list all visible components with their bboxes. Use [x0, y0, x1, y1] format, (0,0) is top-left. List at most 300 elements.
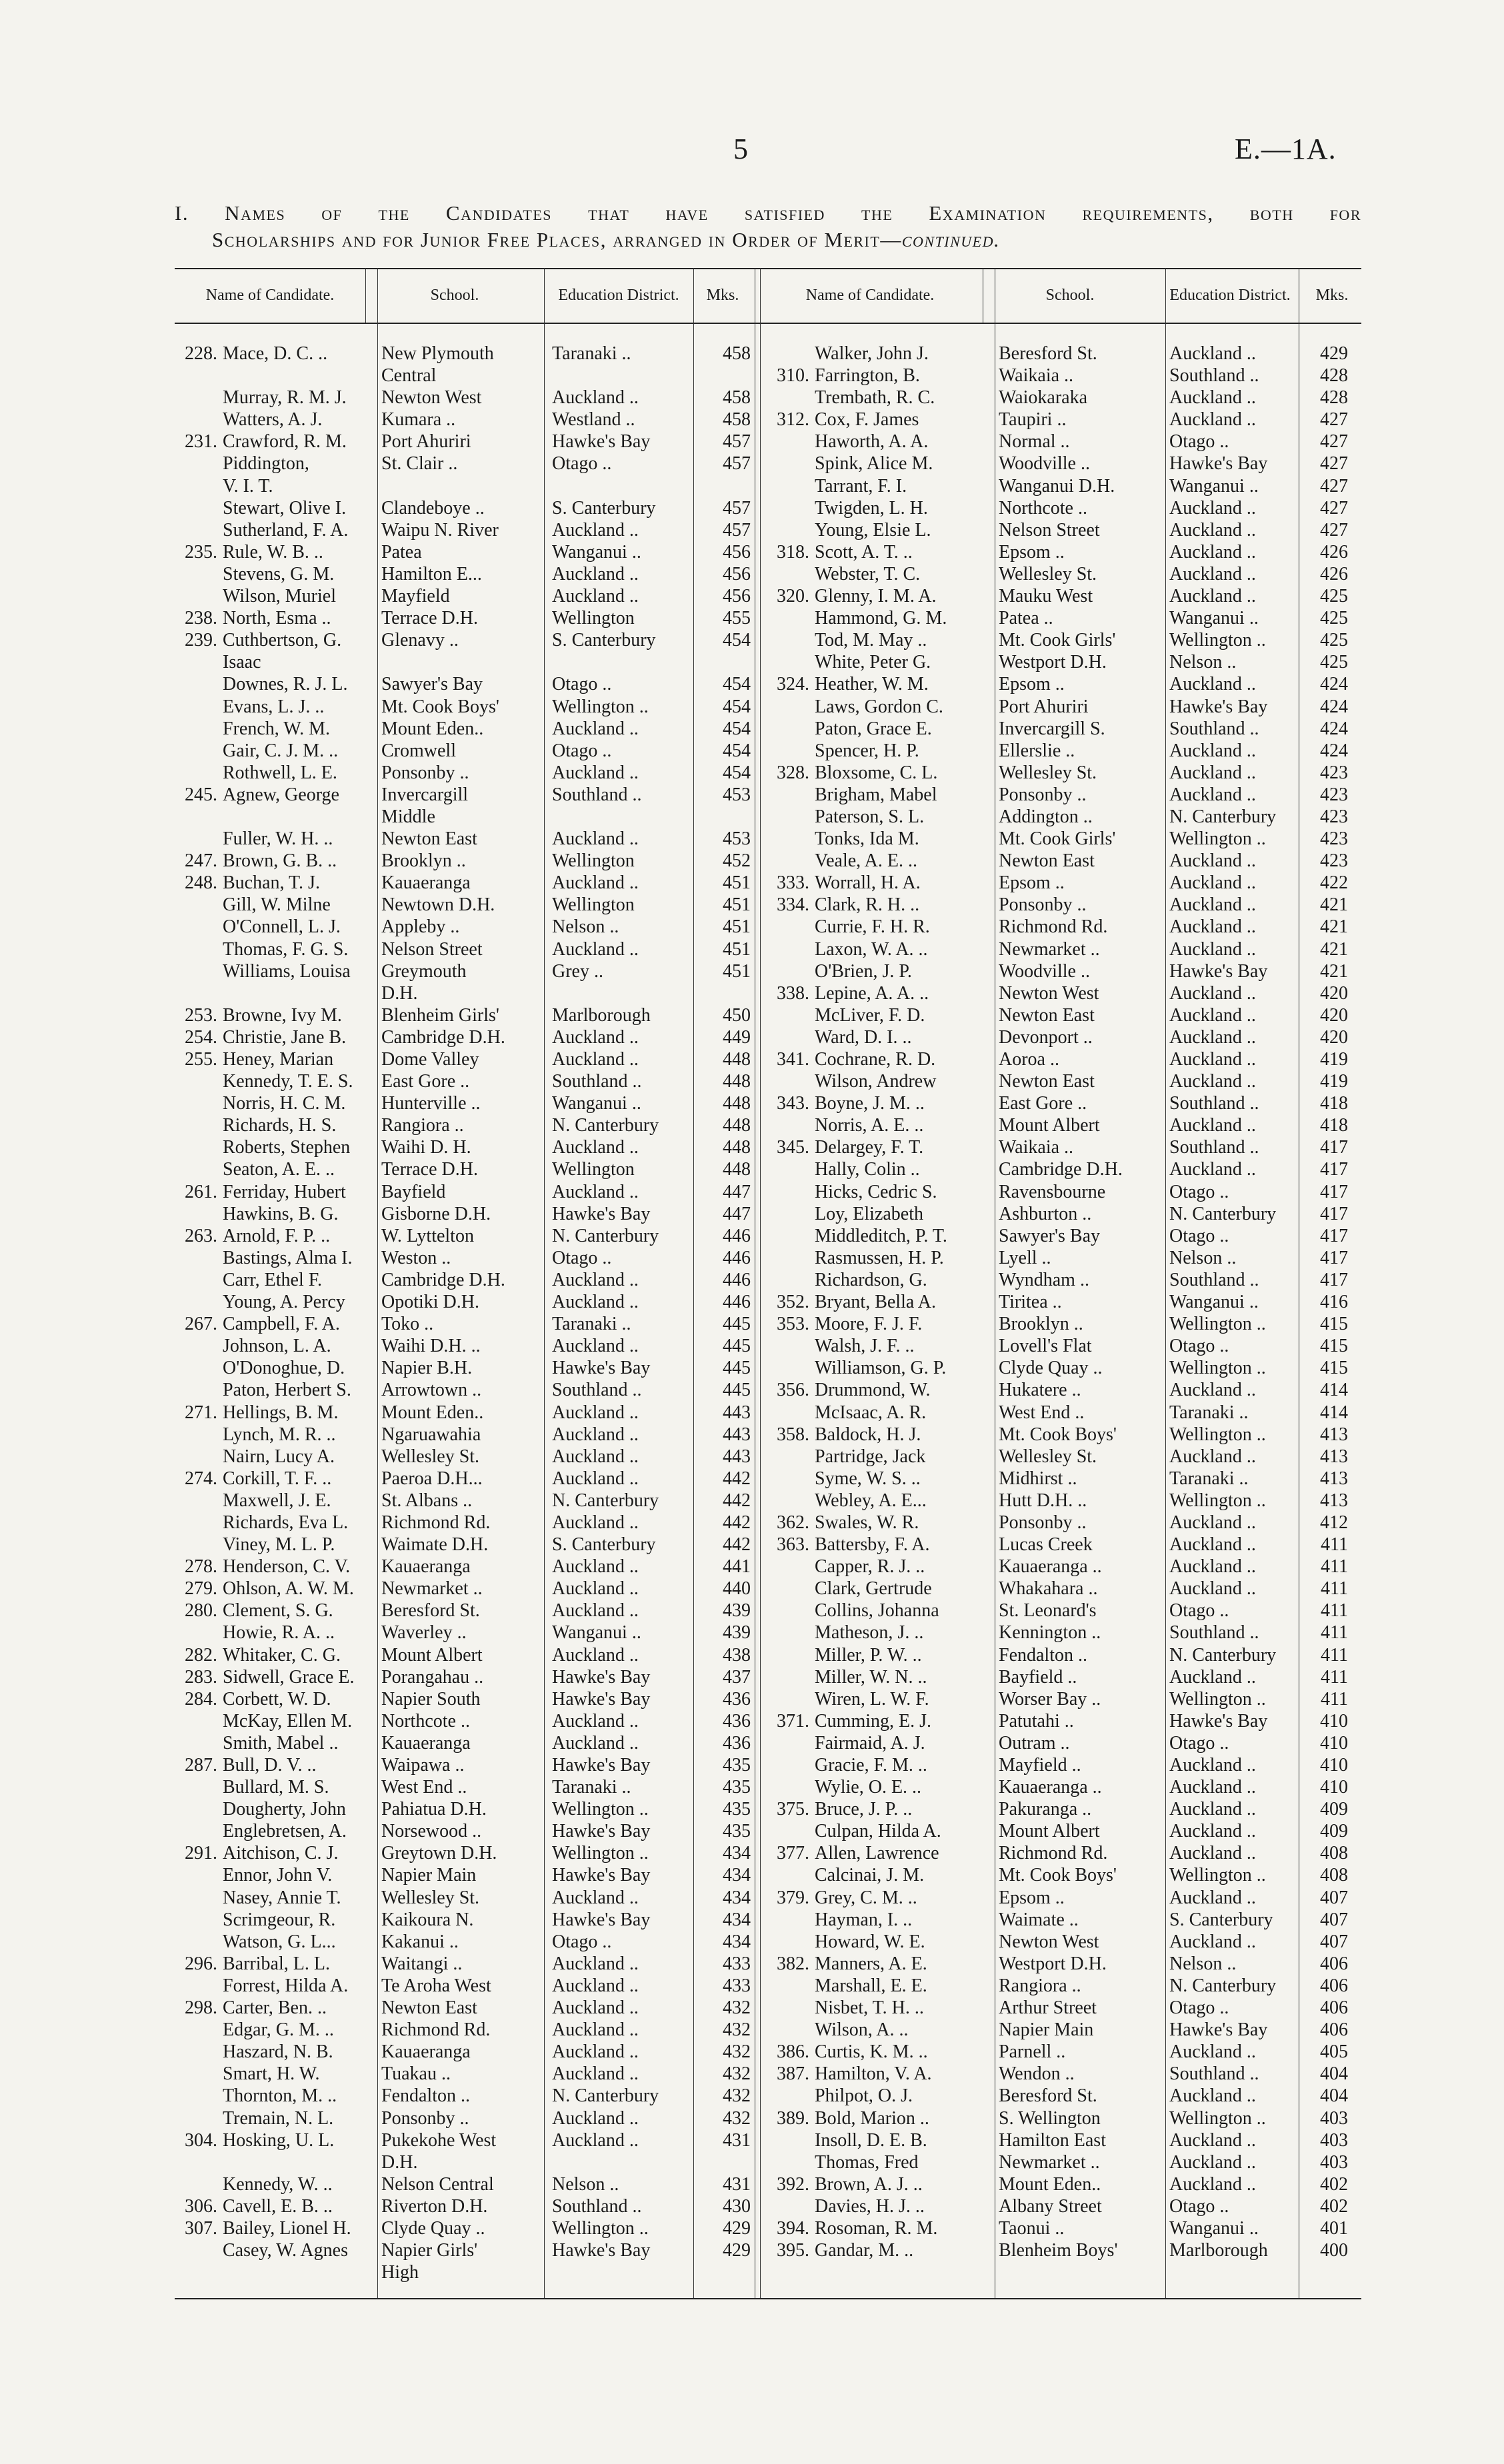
school-name: Beresford St.	[999, 2085, 1097, 2107]
school-name: Ravensbourne	[999, 1181, 1106, 1202]
school-name: Clyde Quay ..	[381, 2217, 485, 2239]
table-row	[773, 1975, 1361, 1997]
education-district: Auckland ..	[552, 387, 639, 409]
candidate-name: Carter, Ben. ..	[223, 1997, 327, 2019]
education-district: Nelson ..	[1169, 652, 1237, 673]
merit-number: 328.	[777, 762, 809, 783]
candidate-name: Webster, T. C.	[815, 563, 921, 585]
marks: 432	[723, 2019, 751, 2041]
table-row	[175, 409, 768, 431]
school-name: Epsom ..	[999, 1887, 1065, 1908]
merit-number: 245.	[185, 784, 217, 805]
candidate-name: Battersby, F. A.	[815, 1534, 930, 1556]
merit-number: 304.	[185, 2129, 217, 2151]
marks: 435	[723, 1777, 751, 1798]
school-name: Wellesley St.	[381, 1446, 480, 1467]
candidate-name: Stewart, Olive I.	[223, 497, 347, 519]
table-row	[175, 1402, 768, 1424]
education-district: Auckland ..	[1169, 2085, 1256, 2107]
school-name: Mt. Cook Boys'	[999, 1865, 1117, 1886]
candidate-name: Haszard, N. B.	[223, 2041, 333, 2063]
table-row	[175, 1136, 768, 1158]
education-district: Wellington ..	[1169, 1865, 1266, 1886]
candidate-name: Delargey, F. T.	[815, 1137, 924, 1158]
merit-number: 254.	[185, 1026, 217, 1048]
school-name: Middle	[381, 806, 435, 827]
candidate-name: Stevens, G. M.	[223, 563, 335, 585]
marks: 407	[1320, 1909, 1348, 1930]
school-name: Wellesley St.	[999, 1446, 1097, 1467]
table-row	[175, 938, 768, 960]
marks: 427	[1320, 431, 1348, 453]
marks: 442	[723, 1468, 751, 1489]
education-district: Auckland ..	[552, 1468, 639, 1489]
table-row	[175, 365, 768, 387]
marks: 446	[723, 1269, 751, 1290]
marks: 432	[723, 2107, 751, 2129]
school-name: Blenheim Boys'	[999, 2240, 1118, 2261]
marks: 431	[723, 2129, 751, 2151]
table-row	[773, 1887, 1361, 1909]
school-name: Cromwell	[381, 740, 456, 761]
school-name: Rangiora ..	[999, 1975, 1081, 1996]
education-district: Wellington	[552, 850, 635, 872]
education-district: Taranaki ..	[552, 343, 631, 364]
education-district: Auckland ..	[1169, 387, 1256, 409]
education-district: Auckland ..	[1169, 1821, 1256, 1842]
candidate-name: Tremain, N. L.	[223, 2107, 334, 2129]
candidate-name: Walsh, J. F. ..	[815, 1336, 915, 1357]
header-marks-right: Mks.	[1315, 287, 1349, 304]
table-row	[773, 1004, 1361, 1026]
education-district: Otago ..	[1169, 1336, 1229, 1357]
merit-number: 280.	[185, 1600, 217, 1622]
merit-number: 239.	[185, 630, 217, 651]
school-name: Invercargill	[381, 784, 469, 805]
marks: 433	[723, 1975, 751, 1996]
table-row	[175, 1666, 768, 1688]
education-district: Southland ..	[1169, 718, 1259, 739]
school-name: Epsom ..	[999, 541, 1065, 563]
school-name: Taupiri ..	[999, 409, 1067, 431]
marks: 432	[723, 2085, 751, 2107]
table-row	[773, 585, 1361, 607]
education-district: Hawke's Bay	[1169, 696, 1268, 717]
table-row	[773, 1490, 1361, 1512]
candidate-name: Worrall, H. A.	[815, 872, 921, 894]
education-district: Auckland ..	[552, 2107, 639, 2129]
education-district: Otago ..	[1169, 1997, 1229, 2019]
school-name: Kumara ..	[381, 409, 456, 431]
candidate-name: North, Esma ..	[223, 608, 331, 629]
school-name: Midhirst ..	[999, 1468, 1077, 1489]
table-row	[773, 1909, 1361, 1931]
school-name: D.H.	[381, 982, 418, 1004]
school-name: Clandeboye ..	[381, 497, 485, 519]
marks: 417	[1320, 1181, 1348, 1202]
school-name: Napier Girls'	[381, 2240, 478, 2261]
school-name: Wanganui D.H.	[999, 475, 1115, 497]
school-name: Appleby ..	[381, 916, 460, 938]
school-name: Clyde Quay ..	[999, 1358, 1103, 1379]
table-row	[175, 806, 768, 828]
school-name: Mount Albert	[999, 1115, 1100, 1136]
candidate-name: McLiver, F. D.	[815, 1004, 925, 1026]
school-name: Napier B.H.	[381, 1358, 473, 1379]
merit-number: 387.	[777, 2063, 809, 2085]
candidate-name: Hawkins, B. G.	[223, 1203, 339, 1224]
school-name: Wellesley St.	[999, 563, 1097, 585]
school-name: Richmond Rd.	[999, 1843, 1108, 1864]
marks: 411	[1321, 1578, 1348, 1600]
education-district: Wanganui ..	[1169, 608, 1259, 629]
marks: 407	[1320, 1887, 1348, 1908]
marks: 421	[1320, 916, 1348, 938]
education-district: Auckland ..	[552, 519, 639, 541]
school-name: Sawyer's Bay	[999, 1225, 1101, 1246]
candidate-name: Haworth, A. A.	[815, 431, 929, 453]
candidate-name: Maxwell, J. E.	[223, 1490, 331, 1511]
table-row	[773, 1402, 1361, 1424]
candidate-name: Syme, W. S. ..	[815, 1468, 921, 1489]
education-district: Auckland ..	[1169, 1843, 1256, 1864]
education-district: Auckland ..	[552, 1556, 639, 1578]
candidate-name: Currie, F. H. R.	[815, 916, 930, 938]
candidate-name: Forrest, Hilda A.	[223, 1975, 349, 1996]
marks: 454	[723, 630, 751, 651]
table-row	[175, 2217, 768, 2239]
marks: 451	[723, 960, 751, 982]
table-row	[175, 2261, 768, 2283]
candidate-name: Ohlson, A. W. M.	[223, 1578, 354, 1600]
merit-number: 263.	[185, 1225, 217, 1246]
marks: 442	[723, 1490, 751, 1511]
marks: 414	[1320, 1380, 1348, 1401]
education-district: Hawke's Bay	[552, 1821, 651, 1842]
marks: 417	[1320, 1225, 1348, 1246]
merit-number: 247.	[185, 850, 217, 872]
merit-number: 271.	[185, 1402, 217, 1423]
marks: 411	[1321, 1688, 1348, 1710]
education-district: Wellington ..	[1169, 1688, 1266, 1710]
school-name: Mayfield	[381, 586, 450, 607]
school-name: Lyell ..	[999, 1247, 1051, 1268]
education-district: Auckland ..	[1169, 1666, 1256, 1688]
education-district: Otago ..	[1169, 431, 1229, 453]
education-district: Auckland ..	[1169, 1026, 1256, 1048]
marks: 457	[723, 519, 751, 541]
table-row	[175, 1114, 768, 1136]
table-heading	[175, 200, 1361, 253]
header-name-right: Name of Candidate.	[805, 287, 935, 304]
merit-number: 248.	[185, 872, 217, 894]
school-name: Richmond Rd.	[381, 2019, 491, 2041]
education-district: Auckland ..	[552, 828, 639, 850]
candidate-name: Bastings, Alma I.	[223, 1247, 353, 1268]
table-row	[773, 629, 1361, 651]
table-row	[773, 1335, 1361, 1357]
table-row	[773, 1026, 1361, 1048]
education-district: Auckland ..	[1169, 872, 1256, 894]
heading-line-1: I. Names of the Candidates that have satisfied the Examination requirements, both for	[175, 201, 1361, 225]
candidate-name: Gair, C. J. M. ..	[223, 740, 339, 761]
marks: 433	[723, 1953, 751, 1974]
education-district: Westland ..	[552, 409, 635, 431]
candidate-name: Farrington, B.	[815, 365, 920, 387]
candidate-name: Scrimgeour, R.	[223, 1909, 336, 1930]
school-name: Dome Valley	[381, 1049, 479, 1070]
candidate-name: Insoll, D. E. B.	[815, 2129, 927, 2151]
merit-number: 267.	[185, 1314, 217, 1335]
marks: 445	[723, 1314, 751, 1335]
school-name: Normal ..	[999, 431, 1070, 453]
candidate-name: McIsaac, A. R.	[815, 1402, 927, 1423]
candidate-name: Hammond, G. M.	[815, 608, 947, 629]
school-name: East Gore ..	[381, 1071, 470, 1092]
school-name: Porangahau ..	[381, 1666, 484, 1688]
table-row	[773, 894, 1361, 916]
school-name: Hukatere ..	[999, 1380, 1081, 1401]
header-marks-left: Mks.	[706, 287, 739, 304]
table-row	[175, 1070, 768, 1092]
school-name: Wellesley St.	[381, 1887, 480, 1908]
table-row	[175, 1997, 768, 2019]
candidate-name: Bull, D. V. ..	[223, 1755, 317, 1776]
table-row	[773, 2195, 1361, 2217]
candidate-name: Moore, F. J. F.	[815, 1314, 923, 1335]
school-name: Richmond Rd.	[999, 916, 1108, 938]
marks: 434	[723, 1909, 751, 1930]
school-name: Greytown D.H.	[381, 1843, 497, 1864]
marks: 406	[1320, 1997, 1348, 2019]
education-district: Wellington ..	[1169, 630, 1266, 651]
marks: 428	[1320, 365, 1348, 387]
education-district: Wellington	[552, 608, 635, 629]
table-row	[773, 1798, 1361, 1820]
school-name: Woodville ..	[999, 960, 1090, 982]
education-district: Hawke's Bay	[1169, 1710, 1268, 1732]
school-name: Mount Albert	[999, 1821, 1100, 1842]
candidate-name: Hally, Colin ..	[815, 1159, 920, 1180]
table-row	[175, 2151, 768, 2173]
marks: 411	[1321, 1534, 1348, 1556]
table-row	[773, 497, 1361, 519]
school-name: Newton East	[381, 828, 477, 850]
merit-number: 274.	[185, 1468, 217, 1489]
school-name: Epsom ..	[999, 872, 1065, 894]
table-row	[773, 806, 1361, 828]
candidate-name: Nasey, Annie T.	[223, 1887, 341, 1908]
candidate-name: Englebretsen, A.	[223, 1821, 347, 1842]
table-row	[175, 1622, 768, 1644]
candidate-name: Cuthbertson, G.	[223, 630, 342, 651]
school-name: Brooklyn ..	[381, 850, 466, 872]
candidate-name: Young, Elsie L.	[815, 519, 931, 541]
marks: 416	[1320, 1292, 1348, 1313]
school-name: Lovell's Flat	[999, 1336, 1092, 1357]
school-name: St. Albans ..	[381, 1490, 473, 1511]
school-name: Napier Main	[999, 2019, 1094, 2041]
candidate-name: Bruce, J. P. ..	[815, 1799, 913, 1820]
merit-number: 284.	[185, 1688, 217, 1710]
school-name: Patutahi ..	[999, 1710, 1074, 1732]
heading-line-2-text: Scholarships and for Junior Free Places, arranged in Order of Merit—	[212, 228, 902, 251]
candidate-name: Howie, R. A. ..	[223, 1622, 335, 1644]
marks: 439	[723, 1622, 751, 1644]
marks: 415	[1320, 1358, 1348, 1379]
education-district: S. Canterbury	[552, 630, 656, 651]
school-name: D.H.	[381, 2151, 418, 2173]
table-row	[773, 519, 1361, 541]
marks: 432	[723, 1997, 751, 2019]
education-district: N. Canterbury	[1169, 806, 1277, 827]
table-row	[773, 2085, 1361, 2107]
candidate-name: Tod, M. May ..	[815, 630, 927, 651]
table-row	[175, 1203, 768, 1225]
candidate-name: Edgar, G. M. ..	[223, 2019, 334, 2041]
merit-number: 341.	[777, 1049, 809, 1070]
education-district: Auckland ..	[1169, 784, 1256, 805]
table-row	[773, 1600, 1361, 1622]
marks: 439	[723, 1600, 751, 1622]
education-district: Wellington ..	[1169, 2107, 1266, 2129]
candidate-name: Davies, H. J. ..	[815, 2195, 925, 2217]
candidate-name: Barribal, L. L.	[223, 1953, 330, 1974]
table-row	[175, 1688, 768, 1710]
table-row	[175, 1269, 768, 1291]
school-name: Pahiatua D.H.	[381, 1799, 487, 1820]
education-district: Auckland ..	[1169, 586, 1256, 607]
candidate-name: Spencer, H. P.	[815, 740, 919, 761]
marks: 436	[723, 1688, 751, 1710]
education-district: S. Canterbury	[552, 497, 656, 519]
education-district: Auckland ..	[1169, 894, 1256, 916]
marks: 448	[723, 1137, 751, 1158]
school-name: Gisborne D.H.	[381, 1203, 491, 1224]
education-district: Auckland ..	[552, 1137, 639, 1158]
school-name: Hamilton East	[999, 2129, 1106, 2151]
candidate-name: Webley, A. E...	[815, 1490, 927, 1511]
candidate-name: Campbell, F. A.	[223, 1314, 340, 1335]
marks: 415	[1320, 1314, 1348, 1335]
table-bottom-rule	[175, 2298, 1361, 2299]
merit-number: 255.	[185, 1049, 217, 1070]
marks: 448	[723, 1115, 751, 1136]
candidate-name: Hosking, U. L.	[223, 2129, 335, 2151]
education-district: Southland ..	[552, 784, 642, 805]
school-name: Ponsonby ..	[999, 1512, 1087, 1533]
table-row	[773, 718, 1361, 740]
education-district: Nelson ..	[1169, 1953, 1237, 1974]
school-name: Fendalton ..	[381, 2085, 470, 2107]
education-district: Auckland ..	[1169, 1887, 1256, 1908]
school-name: Weston ..	[381, 1247, 451, 1268]
school-name: Newton East	[381, 1997, 477, 2019]
school-name: Albany Street	[999, 2195, 1102, 2217]
table-row	[773, 2239, 1361, 2261]
candidate-name: Bloxsome, C. L.	[815, 762, 938, 783]
education-district: Southland ..	[1169, 1269, 1259, 1290]
education-district: N. Canterbury	[552, 1225, 659, 1246]
education-district: Wellington	[552, 1159, 635, 1180]
merit-number: 238.	[185, 608, 217, 629]
marks: 403	[1320, 2151, 1348, 2173]
candidate-name: Corbett, W. D.	[223, 1688, 331, 1710]
marks: 423	[1320, 806, 1348, 827]
table-row	[175, 1864, 768, 1886]
table-row	[175, 343, 768, 365]
table-row	[175, 1225, 768, 1247]
education-district: Wellington	[552, 894, 635, 916]
marks: 424	[1320, 674, 1348, 695]
table-row	[773, 475, 1361, 497]
education-district: Auckland ..	[552, 1600, 639, 1622]
table-row	[175, 1754, 768, 1776]
marks: 434	[723, 1931, 751, 1952]
table-row	[773, 541, 1361, 563]
marks: 421	[1320, 938, 1348, 960]
school-name: Kauaeranga	[381, 872, 471, 894]
table-row	[175, 1468, 768, 1490]
table-row	[175, 2063, 768, 2085]
school-name: Taonui ..	[999, 2217, 1065, 2239]
education-district: Southland ..	[552, 1380, 642, 1401]
marks: 409	[1320, 1821, 1348, 1842]
candidate-name: Manners, A. E.	[815, 1953, 927, 1974]
education-district: Auckland ..	[1169, 916, 1256, 938]
school-name: Terrace D.H.	[381, 608, 478, 629]
education-district: N. Canterbury	[552, 1490, 659, 1511]
education-district: Grey ..	[552, 960, 603, 982]
merit-number: 382.	[777, 1953, 809, 1974]
marks: 410	[1320, 1732, 1348, 1754]
marks: 415	[1320, 1336, 1348, 1357]
marks: 422	[1320, 872, 1348, 894]
table-row	[175, 1357, 768, 1379]
education-district: Auckland ..	[552, 586, 639, 607]
marks: 448	[723, 1049, 751, 1070]
education-district: Marlborough	[1169, 2240, 1268, 2261]
school-name: Arthur Street	[999, 1997, 1097, 2019]
candidate-name: Heather, W. M.	[815, 674, 929, 695]
table-row	[773, 960, 1361, 982]
marks: 443	[723, 1402, 751, 1423]
school-name: Patea ..	[999, 608, 1053, 629]
candidate-name: Richards, H. S.	[223, 1115, 337, 1136]
table-row	[175, 982, 768, 1004]
school-name: Port Ahuriri	[999, 696, 1089, 717]
candidate-name: Arnold, F. P. ..	[223, 1225, 331, 1246]
candidate-name: Dougherty, John	[223, 1799, 346, 1820]
school-name: High	[381, 2262, 419, 2283]
marks: 405	[1320, 2041, 1348, 2063]
merit-number: 395.	[777, 2240, 809, 2261]
merit-number: 307.	[185, 2217, 217, 2239]
school-name: Waverley ..	[381, 1622, 467, 1644]
marks: 449	[723, 1026, 751, 1048]
education-district: Auckland ..	[552, 2129, 639, 2151]
candidate-name: Miller, W. N. ..	[815, 1666, 927, 1688]
candidate-name: Bold, Marion ..	[815, 2107, 929, 2129]
candidate-name: Veale, A. E. ..	[815, 850, 917, 872]
marks: 427	[1320, 453, 1348, 475]
school-name: Kauaeranga	[381, 2041, 471, 2063]
table-row	[175, 1379, 768, 1401]
marks: 421	[1320, 894, 1348, 916]
table-row	[175, 475, 768, 497]
school-name: Mount Albert	[381, 1644, 483, 1666]
table-row	[773, 343, 1361, 365]
